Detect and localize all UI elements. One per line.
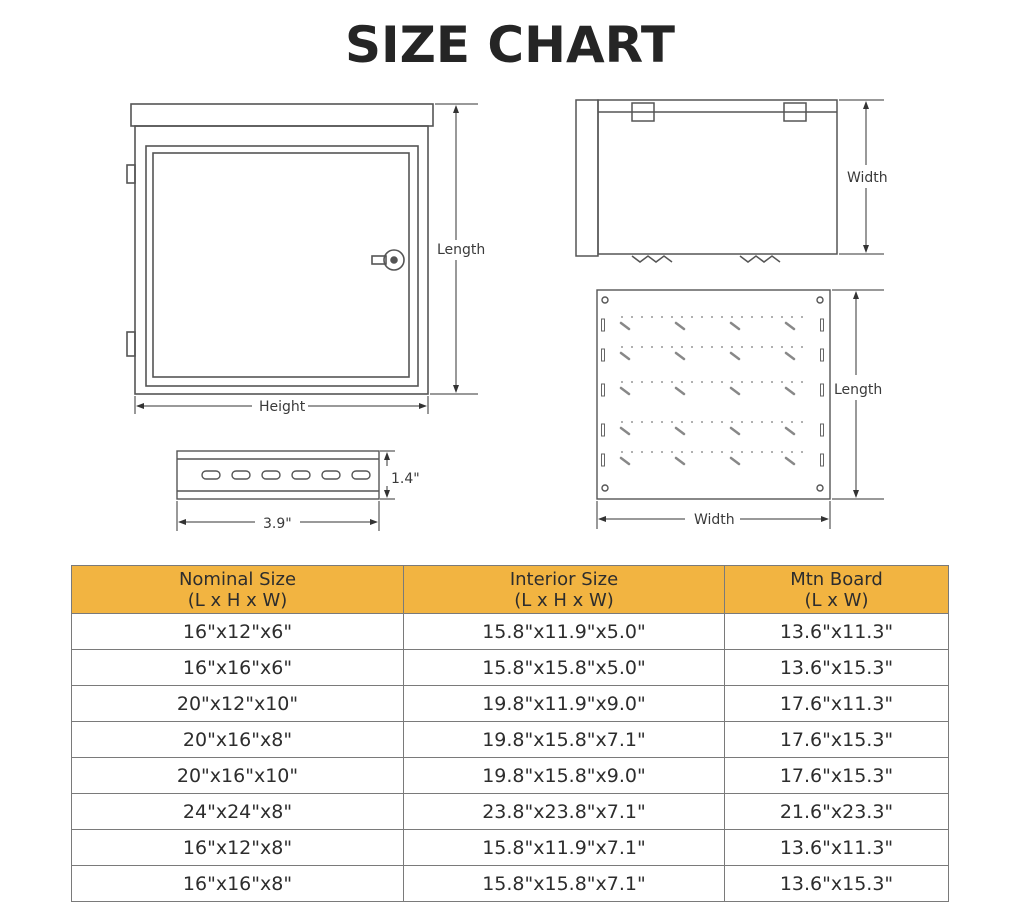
hinge-bottom: [127, 332, 135, 356]
board-hole: [751, 451, 753, 453]
door-panel: [153, 153, 409, 377]
top-width-label: Width: [847, 170, 888, 186]
board-side-slot: [602, 424, 605, 436]
board-hole: [651, 451, 653, 453]
board-hole: [791, 451, 793, 453]
board-hole: [641, 316, 643, 318]
board-hole: [661, 381, 663, 383]
board-hole: [781, 421, 783, 423]
table-row: [72, 686, 949, 722]
board-hole: [741, 381, 743, 383]
table-row: [72, 866, 949, 902]
mtn-board-cell: 17.6"x11.3": [725, 686, 949, 722]
board-diagonal-slot: [731, 428, 739, 434]
board-hole: [741, 346, 743, 348]
board-hole: [771, 451, 773, 453]
board-side-slot: [602, 319, 605, 331]
board-hole: [771, 316, 773, 318]
board-hole: [661, 451, 663, 453]
board-hole: [621, 316, 623, 318]
board-side-slot: [602, 384, 605, 396]
board-hole: [691, 381, 693, 383]
board-hole: [651, 381, 653, 383]
board-hole: [651, 316, 653, 318]
mtn-board-cell: 13.6"x11.3": [725, 830, 949, 866]
nominal-size-cell: 16"x16"x8": [72, 866, 404, 902]
mtn-board-cell: 13.6"x11.3": [725, 614, 949, 650]
mtn-board-cell: 21.6"x23.3": [725, 794, 949, 830]
board-hole: [641, 451, 643, 453]
board-hole: [671, 346, 673, 348]
board-hole: [681, 316, 683, 318]
board-hole: [791, 346, 793, 348]
board-hole: [771, 346, 773, 348]
header-interior-size-units: (L x H x W): [514, 590, 614, 611]
board-hole: [701, 381, 703, 383]
board-hole: [691, 316, 693, 318]
board-hole: [701, 451, 703, 453]
nominal-size-cell: 16"x16"x6": [72, 650, 404, 686]
board-side-slot: [821, 454, 824, 466]
board-hole: [661, 316, 663, 318]
board-diagonal-slot: [621, 353, 629, 359]
nominal-size-cell: 16"x12"x6": [72, 614, 404, 650]
board-hole: [801, 421, 803, 423]
nominal-size-cell: 20"x16"x8": [72, 722, 404, 758]
board-hole: [751, 316, 753, 318]
board-hole: [711, 381, 713, 383]
board-diagonal-slot: [676, 353, 684, 359]
board-diagonal-slot: [676, 428, 684, 434]
board-hole: [701, 316, 703, 318]
board-hole: [691, 421, 693, 423]
board-side-slot: [821, 424, 824, 436]
board-diagonal-slot: [731, 458, 739, 464]
interior-size-cell: 19.8"x15.8"x7.1": [404, 722, 725, 758]
board-hole: [751, 421, 753, 423]
nominal-size-cell: 24"x24"x8": [72, 794, 404, 830]
board-hole: [681, 346, 683, 348]
board-diagonal-slot: [731, 353, 739, 359]
nominal-size-cell: 20"x16"x10": [72, 758, 404, 794]
nominal-size-cell: 16"x12"x8": [72, 830, 404, 866]
board-hole: [621, 346, 623, 348]
header-nominal-size: [72, 566, 404, 614]
interior-size-cell: 15.8"x11.9"x5.0": [404, 614, 725, 650]
board-hole: [741, 421, 743, 423]
board-hole: [791, 381, 793, 383]
board-hole: [791, 316, 793, 318]
header-mtn-board-units: (L x W): [804, 590, 869, 611]
board-diagonal-slot: [786, 323, 794, 329]
board-hole: [761, 421, 763, 423]
enclosure-door: [146, 146, 418, 386]
board-hole: [661, 346, 663, 348]
board-hole: [671, 421, 673, 423]
din-rail-drawing: [177, 451, 379, 499]
board-diagonal-slot: [786, 388, 794, 394]
header-nominal-size-units: (L x H x W): [187, 590, 288, 611]
board-hole: [801, 381, 803, 383]
front-height-label: Height: [259, 399, 306, 415]
board-hole: [781, 346, 783, 348]
board-hole: [761, 346, 763, 348]
board-hole: [621, 381, 623, 383]
board-hole: [751, 381, 753, 383]
board-hole: [711, 421, 713, 423]
interior-size-cell: 23.8"x23.8"x7.1": [404, 794, 725, 830]
board-hole: [761, 451, 763, 453]
board-hole: [721, 451, 723, 453]
board-hole: [781, 316, 783, 318]
board-hole: [761, 381, 763, 383]
board-hole: [781, 381, 783, 383]
board-hole: [761, 316, 763, 318]
table-row: [72, 794, 949, 830]
board-hole: [681, 451, 683, 453]
page-title: SIZE CHART: [344, 16, 676, 74]
board-diagonal-slot: [621, 388, 629, 394]
mtn-board-cell: 13.6"x15.3": [725, 650, 949, 686]
board-hole: [621, 451, 623, 453]
din-rail-width-label: 3.9": [263, 516, 292, 532]
board-diagonal-slot: [621, 323, 629, 329]
enclosure-lid: [131, 104, 433, 126]
board-hole: [631, 381, 633, 383]
board-hole: [721, 421, 723, 423]
header-interior-size: [404, 566, 725, 614]
header-mtn-board: [725, 566, 949, 614]
table-row: [72, 758, 949, 794]
board-hole: [771, 381, 773, 383]
board-hole: [641, 381, 643, 383]
hinge-top: [127, 165, 135, 183]
board-hole: [731, 451, 733, 453]
door-latch-icon: [372, 250, 404, 270]
interior-size-cell: 15.8"x11.9"x7.1": [404, 830, 725, 866]
board-hole: [731, 421, 733, 423]
mtn-board-cell: 13.6"x15.3": [725, 866, 949, 902]
nominal-size-cell: 20"x12"x10": [72, 686, 404, 722]
board-hole: [731, 316, 733, 318]
board-hole: [651, 421, 653, 423]
board-hole: [721, 381, 723, 383]
board-hole: [681, 381, 683, 383]
board-diagonal-slot: [786, 428, 794, 434]
board-side-slot: [821, 384, 824, 396]
board-hole: [671, 451, 673, 453]
table-row: [72, 830, 949, 866]
board-hole: [641, 346, 643, 348]
interior-size-cell: 15.8"x15.8"x5.0": [404, 650, 725, 686]
board-diagonal-slot: [676, 323, 684, 329]
board-hole: [661, 421, 663, 423]
interior-size-cell: 19.8"x15.8"x9.0": [404, 758, 725, 794]
board-diagonal-slot: [676, 388, 684, 394]
board-diagonal-slot: [731, 323, 739, 329]
board-hole: [751, 346, 753, 348]
board-hole: [721, 346, 723, 348]
board-hole: [701, 421, 703, 423]
din-rail-height-label: 1.4": [391, 471, 420, 487]
board-side-slot: [821, 349, 824, 361]
board-hole: [681, 421, 683, 423]
board-hole: [671, 381, 673, 383]
front-length-label: Length: [437, 242, 486, 258]
board-hole: [721, 316, 723, 318]
header-nominal-size-title: Nominal Size: [178, 569, 297, 590]
board-width-label: Width: [694, 512, 735, 528]
enclosure-top-view: [576, 100, 837, 262]
board-diagonal-slot: [621, 458, 629, 464]
table-row: [72, 722, 949, 758]
board-hole: [651, 346, 653, 348]
board-hole: [631, 346, 633, 348]
board-diagonal-slot: [676, 458, 684, 464]
mtn-board-cell: 17.6"x15.3": [725, 722, 949, 758]
board-hole: [631, 316, 633, 318]
board-side-slot: [602, 349, 605, 361]
header-interior-size-title: Interior Size: [509, 569, 619, 590]
board-hole: [731, 381, 733, 383]
board-hole: [741, 316, 743, 318]
board-hole: [741, 451, 743, 453]
board-hole: [711, 451, 713, 453]
board-diagonal-slot: [621, 428, 629, 434]
board-hole: [771, 421, 773, 423]
board-diagonal-slot: [786, 458, 794, 464]
board-side-slot: [602, 454, 605, 466]
board-hole: [791, 421, 793, 423]
board-length-label: Length: [834, 382, 883, 398]
table-row: [72, 614, 949, 650]
table-header-row: [72, 566, 949, 614]
board-diagonal-slot: [731, 388, 739, 394]
header-mtn-board-title: Mtn Board: [790, 569, 883, 590]
enclosure-front-view: [127, 104, 433, 394]
board-hole: [641, 421, 643, 423]
board-hole: [631, 451, 633, 453]
board-hole: [621, 421, 623, 423]
board-hole: [801, 346, 803, 348]
board-hole: [691, 346, 693, 348]
board-hole: [701, 346, 703, 348]
board-diagonal-slot: [786, 353, 794, 359]
board-hole: [711, 346, 713, 348]
board-hole: [801, 451, 803, 453]
board-hole: [731, 346, 733, 348]
mtn-board-cell: 17.6"x15.3": [725, 758, 949, 794]
board-hole: [691, 451, 693, 453]
table-row: [72, 650, 949, 686]
interior-size-cell: 19.8"x11.9"x9.0": [404, 686, 725, 722]
board-hole: [711, 316, 713, 318]
board-hole: [671, 316, 673, 318]
board-hole: [781, 451, 783, 453]
board-side-slot: [821, 319, 824, 331]
interior-size-cell: 15.8"x15.8"x7.1": [404, 866, 725, 902]
mounting-board-holes: [602, 316, 824, 466]
size-table: [71, 565, 949, 902]
board-hole: [801, 316, 803, 318]
board-hole: [631, 421, 633, 423]
